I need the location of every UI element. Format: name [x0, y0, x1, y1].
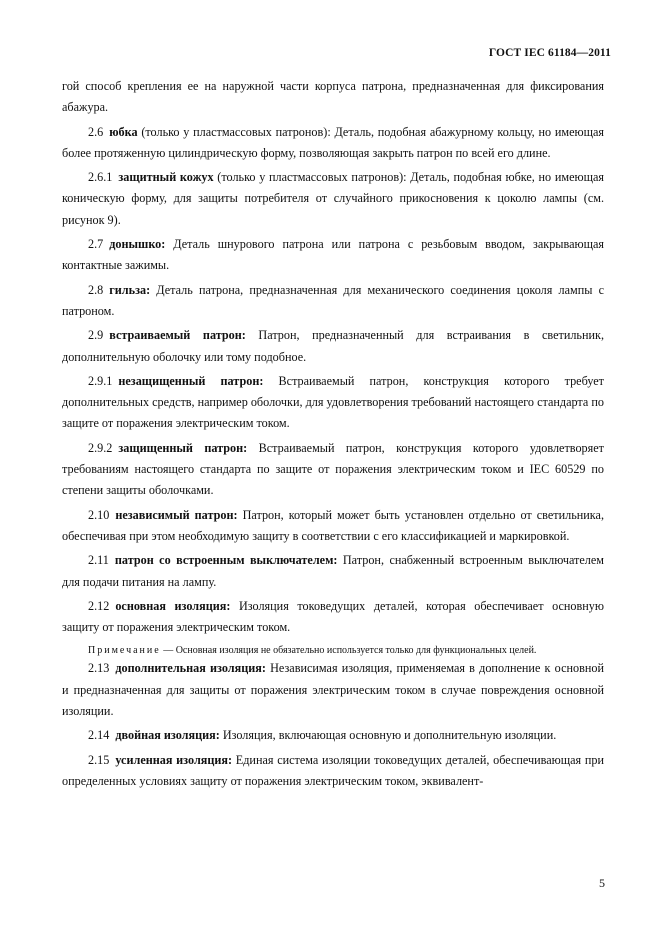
- standard-header: ГОСТ IEC 61184—2011: [488, 47, 611, 59]
- definition-text: Единая система изоляции токоведущих деталей, обеспечивающая при определенных условиях защиту от поражения электрическим током, эквивалент-: [62, 752, 604, 788]
- clause-number: 2.8: [88, 282, 104, 297]
- clause-number: 2.14: [88, 728, 110, 743]
- defined-term: основная изоляция:: [115, 598, 231, 613]
- defined-term: дополнительная изоляция:: [115, 661, 266, 676]
- clause-number: 2.9.2: [88, 440, 113, 455]
- definition-text: Патрон, снабженный встроенным выключателем для подачи питания на лампу.: [62, 553, 605, 589]
- clause-number: 2.11: [88, 553, 109, 568]
- definition-text: (только у пластмассовых патронов): Деталь, подобная абажурному кольцу, но имеющая более протяженную цилиндрическую форму, позволяющая закрыть патрон по всей его длине.: [62, 124, 604, 160]
- defined-term: двойная изоляция:: [115, 728, 220, 743]
- definition-text: Деталь патрона, предназначенная для механического соединения цоколя лампы с патроном.: [62, 282, 604, 318]
- clause-number: 2.10: [88, 507, 110, 522]
- note-text: — Основная изоляция не обязательно используется только для функциональных целей.: [160, 645, 537, 657]
- clause-number: 2.13: [88, 661, 110, 676]
- definition-2-10: [62, 505, 604, 548]
- definition-text: Встраиваемый патрон, конструкция которого удовлетворяет требованиям настоящего стандарта по защите от поражения электрическим током и IEC 60529 по степени защиты оболочками.: [62, 440, 604, 498]
- defined-term: защищенный патрон:: [118, 440, 248, 455]
- clause-number: 2.7: [88, 237, 104, 252]
- definition-2-11: [62, 550, 604, 593]
- definition-text: (только у пластмассовых патронов): Деталь, подобная юбке, но имеющая коническую форму, для защиты потребителя от случайного прикосновения к цоколю лампы (см. рисунок 9).: [62, 170, 605, 227]
- definition-2-8: [62, 280, 604, 323]
- paragraph-text: гой способ крепления ее на наружной части корпуса патрона, предназначенная для фиксирования абажура.: [62, 79, 604, 115]
- definition-2-9: [62, 325, 604, 368]
- clause-number: 2.12: [88, 598, 110, 613]
- defined-term: защитный кожух: [118, 170, 214, 185]
- clause-number: 2.6.1: [88, 170, 113, 185]
- definition-text: Деталь шнурового патрона или патрона с резьбовым вводом, закрывающая контактные зажимы.: [62, 237, 604, 273]
- definition-2-15: [62, 750, 604, 793]
- definition-2-7: [62, 234, 604, 277]
- defined-term: независимый патрон:: [115, 507, 238, 522]
- definition-text: Независимая изоляция, применяемая в дополнение к основной и предназначенная для защиты от поражения электрическим током в случае повреждения основной изоляции.: [62, 661, 604, 719]
- defined-term: патрон со встроенным выключателем:: [114, 553, 338, 568]
- defined-term: незащищенный патрон:: [118, 373, 264, 388]
- definition-2-13: [62, 658, 604, 722]
- note: [62, 644, 604, 658]
- clause-number: 2.6: [88, 124, 104, 139]
- clause-number: 2.9: [88, 328, 104, 343]
- definition-2-9-2: [62, 438, 604, 502]
- definition-text: Встраиваемый патрон, конструкция которого требует дополнительных средств, например оболочки, для удовлетворения требований настоящего стандарта по защите от поражения электрическим током.: [62, 373, 604, 431]
- definition-text: Изоляция, включающая основную и дополнительную изоляции.: [219, 728, 557, 743]
- note-label: Примечание: [88, 645, 161, 657]
- clause-number: 2.9.1: [88, 373, 113, 388]
- definition-text: Патрон, который может быть установлен отдельно от светильника, обеспечивая при этом необходимую защиту в соответствии с его классификацией и маркировкой.: [62, 507, 604, 543]
- clause-number: 2.15: [88, 752, 110, 767]
- defined-term: усиленная изоляция:: [115, 752, 233, 767]
- defined-term: донышко:: [109, 237, 166, 252]
- page-number: 5: [599, 876, 605, 890]
- definition-2-9-1: [62, 371, 604, 435]
- definition-2-6-1: [62, 167, 604, 231]
- definition-2-14: [62, 725, 604, 746]
- document-body: [62, 76, 604, 795]
- definition-text: Изоляция токоведущих деталей, которая обеспечивает основную защиту от поражения электрическим током.: [62, 598, 604, 635]
- definition-text: Патрон, предназначенный для встраивания в светильник, дополнительную оболочку или тому подобное.: [62, 328, 604, 364]
- paragraph-continuation: [62, 76, 604, 119]
- defined-term: встраиваемый патрон:: [109, 328, 246, 343]
- definition-2-6: [62, 122, 604, 165]
- definition-2-12: [62, 596, 604, 639]
- defined-term: юбка: [109, 124, 138, 139]
- defined-term: гильза:: [109, 282, 151, 297]
